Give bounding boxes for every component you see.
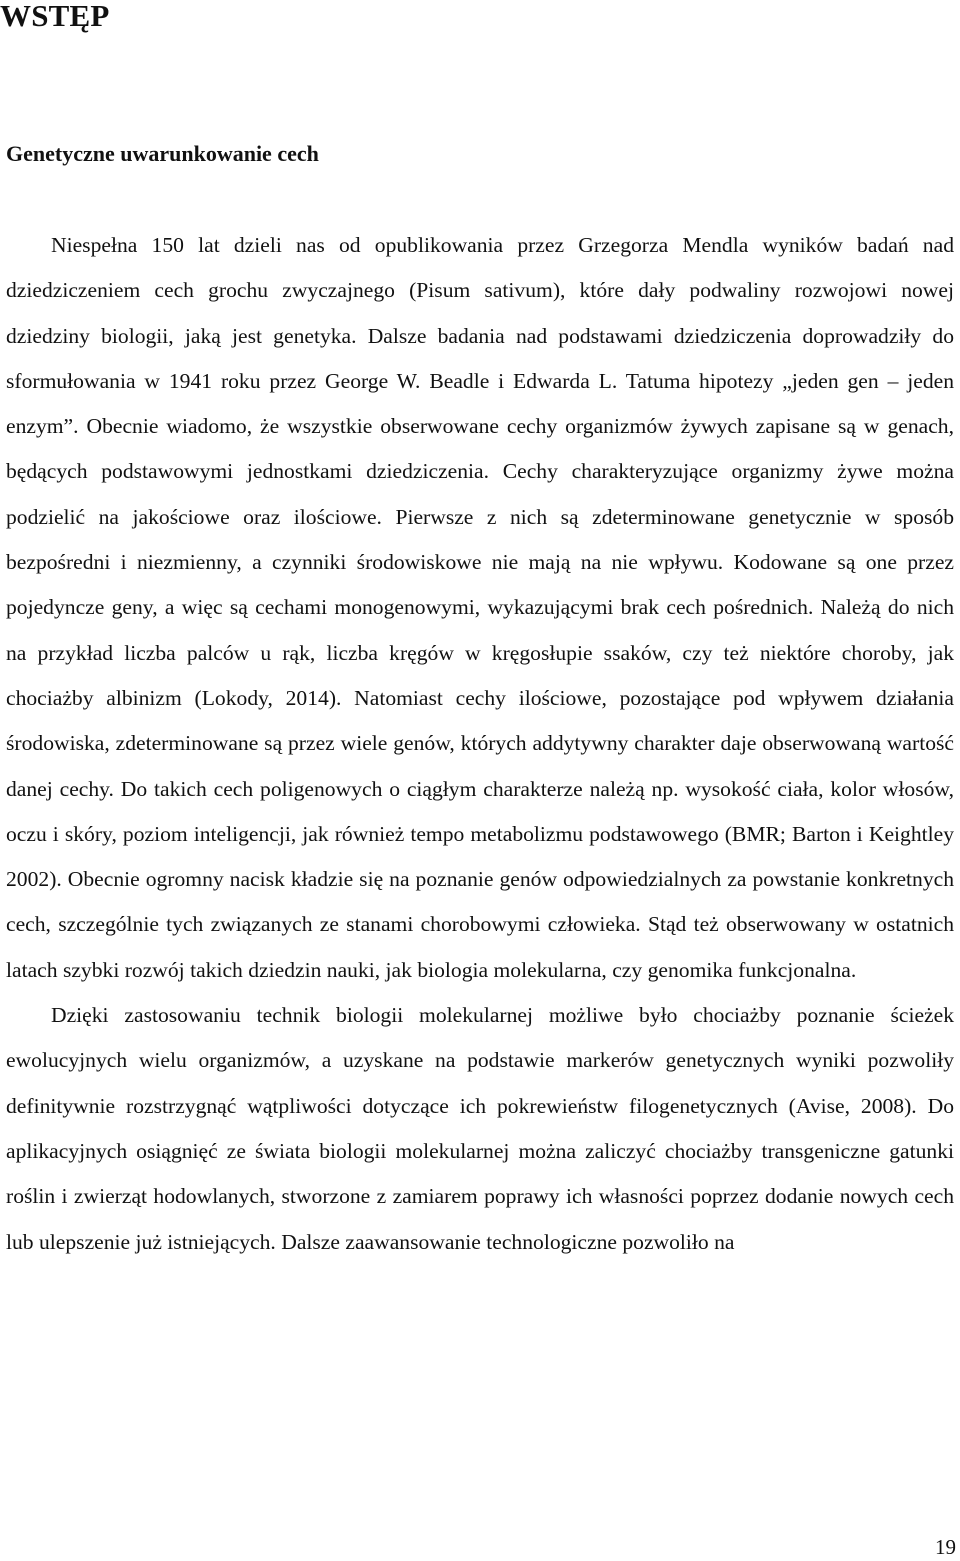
paragraph-1: Niespełna 150 lat dzieli nas od opublikowania przez Grzegorza Mendla wyników badań nad dziedziczeniem cech grochu zwyczajnego (Pisum sativum), które dały podwaliny rozwojowi nowej dziedziny biologii, jaką jest genetyka. Dalsze badania nad podstawami dziedziczenia doprowadziły do sformułowania w 1941 roku przez George W. Beadle i Edwarda L. Tatuma hipotezy „jeden gen – jeden enzym”. Obecnie wiadomo, że wszystkie obserwowane cechy organizmów żywych zapisane są w genach, będących podstawowymi jednostkami dziedziczenia. Cechy charakteryzujące organizmy żywe można podzielić na jakościowe oraz ilościowe. Pierwsze z nich są zdeterminowane genetycznie w sposób bezpośredni i niezmienny, a czynniki środowiskowe nie mają na nie wpływu. Kodowane są one przez pojedyncze geny, a więc są cechami monogenowymi, wykazującymi brak cech pośrednich. Należą do nich na przykład liczba palców u rąk, liczba kręgów w kręgosłupie ssaków, czy też niektóre choroby, jak chociażby albinizm (Lokody, 2014). Natomiast cechy ilościowe, pozostające pod wpływem działania środowiska, zdeterminowane są przez wiele genów, których addytywny charakter daje obserwowaną wartość danej cechy. Do takich cech poligenowych o ciągłym charakterze należą np. wysokość ciała, kolor włosów, oczu i skóry, poziom inteligencji, jak również tempo metabolizmu podstawowego (BMR; Barton i Keightley 2002). Obecnie ogromny nacisk kładzie się na poznanie genów odpowiedzialnych za powstanie konkretnych cech, szczególnie tych związanych ze stanami chorobowymi człowieka. Stąd też obserwowany w ostatnich latach szybki rozwój takich dziedzin nauki, jak biologia molekularna, czy genomika funkcjonalna. [6,233,954,982]
chapter-title: WSTĘP [0,0,110,33]
page-number: 19 [935,1535,956,1559]
section-title: Genetyczne uwarunkowanie cech [6,141,319,166]
body-text [6,223,954,1265]
paragraph-2: Dzięki zastosowaniu technik biologii molekularnej możliwe było chociażby poznanie ścieżek ewolucyjnych wielu organizmów, a uzyskane na podstawie markerów genetycznych wyniki pozwoliły definitywnie rozstrzygnąć wątpliwości dotyczące ich pokrewieństw filogenetycznych (Avise, 2008). Do aplikacyjnych osiągnięć ze świata biologii molekularnej można zaliczyć chociażby transgeniczne gatunki roślin i zwierząt hodowlanych, stworzone z zamiarem poprawy ich własności poprzez dodanie nowych cech lub ulepszenie już istniejących. Dalsze zaawansowanie technologiczne pozwoliło na [6,1003,954,1254]
